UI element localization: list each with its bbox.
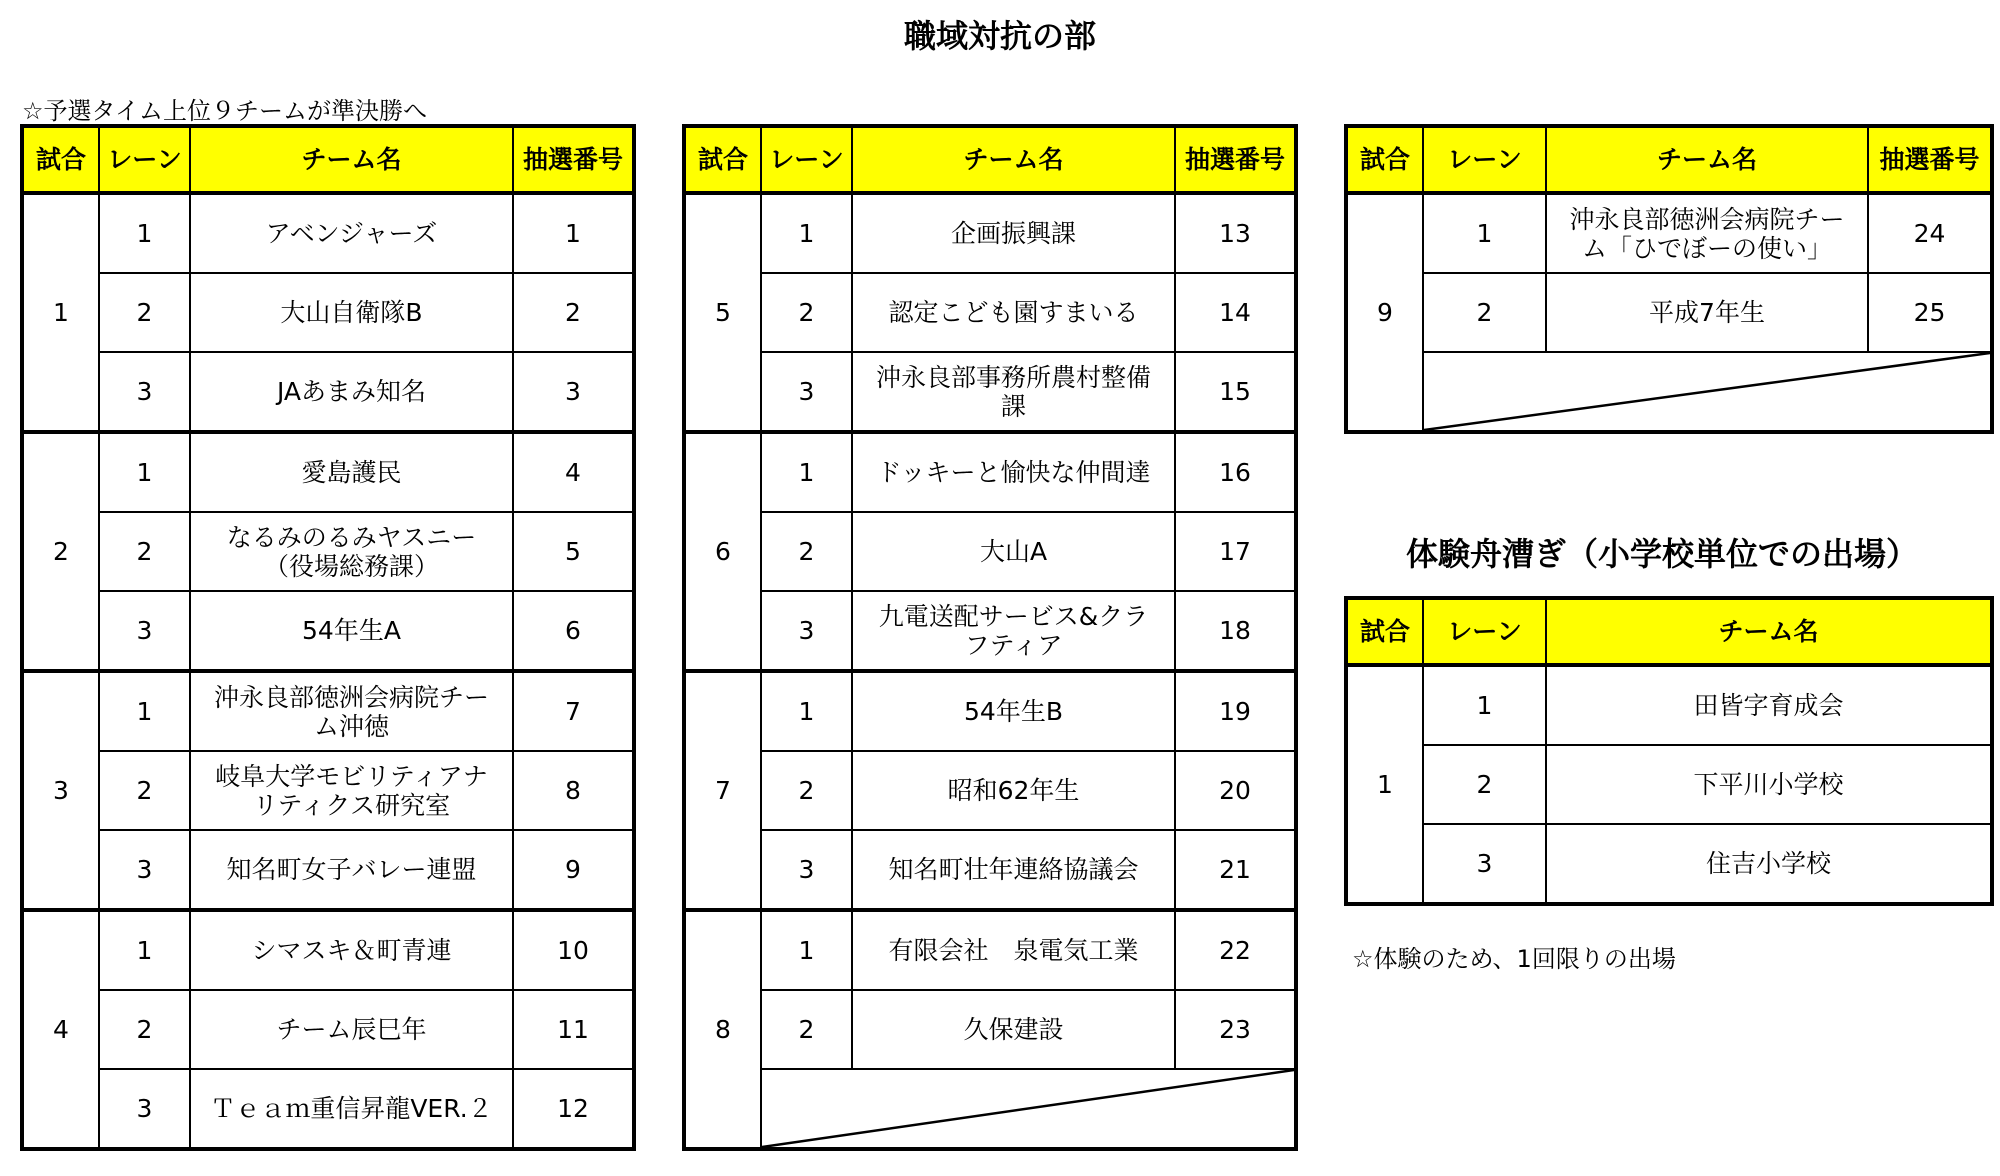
header-row <box>684 126 1296 193</box>
draw-cell: 22 <box>1175 910 1296 990</box>
draw-cell: 23 <box>1175 990 1296 1069</box>
match-number: 9 <box>1346 193 1423 432</box>
table-body <box>684 193 1296 1149</box>
draw-cell: 3 <box>513 352 634 432</box>
lane-cell: 3 <box>761 591 852 671</box>
table-row <box>22 591 634 671</box>
lane-cell: 3 <box>99 830 190 910</box>
table-row <box>684 910 1296 990</box>
draw-cell: 16 <box>1175 432 1296 512</box>
table-row <box>684 193 1296 273</box>
experience-title: 体験舟漕ぎ（小学校単位での出場） <box>1406 535 1919 573</box>
lane-cell: 3 <box>761 830 852 910</box>
header-lane: レーン <box>1423 598 1546 665</box>
header-team: チーム名 <box>190 126 513 193</box>
lane-cell: 1 <box>1423 193 1546 273</box>
team-cell: Ｔｅａｍ重信昇龍VER.２ <box>190 1069 513 1149</box>
draw-cell: 18 <box>1175 591 1296 671</box>
table-row <box>1346 352 1992 432</box>
draw-cell: 14 <box>1175 273 1296 352</box>
team-cell: 知名町女子バレー連盟 <box>190 830 513 910</box>
team-cell: シマスキ＆町青連 <box>190 910 513 990</box>
table-row <box>22 990 634 1069</box>
team-cell: アベンジャーズ <box>190 193 513 273</box>
team-cell: 沖永良部徳洲会病院チー ム沖徳 <box>190 671 513 751</box>
lane-cell: 1 <box>1423 665 1546 745</box>
header-team: チーム名 <box>1546 126 1868 193</box>
lane-cell: 2 <box>761 273 852 352</box>
table-match-9 <box>1344 124 1994 434</box>
match-number: 7 <box>684 671 761 910</box>
lane-cell: 3 <box>99 352 190 432</box>
table-row <box>1346 745 1992 824</box>
header-lane: レーン <box>99 126 190 193</box>
team-cell: 認定こども園すまいる <box>852 273 1175 352</box>
draw-cell: 4 <box>513 432 634 512</box>
lane-cell: 2 <box>1423 745 1546 824</box>
draw-cell: 12 <box>513 1069 634 1149</box>
empty-slot-slash <box>761 1069 1296 1149</box>
table-row <box>684 432 1296 512</box>
table-row <box>22 273 634 352</box>
table-row <box>22 830 634 910</box>
team-cell: チーム辰巳年 <box>190 990 513 1069</box>
table-matches-5-8 <box>682 124 1298 1151</box>
header-lane: レーン <box>1423 126 1546 193</box>
lane-cell: 2 <box>99 751 190 830</box>
match-number: 1 <box>1346 665 1423 904</box>
team-cell: ドッキーと愉快な仲間達 <box>852 432 1175 512</box>
team-cell: 下平川小学校 <box>1546 745 1992 824</box>
experience-note: ☆体験のため、1回限りの出場 <box>1352 945 1676 973</box>
table-row <box>1346 273 1992 352</box>
draw-cell: 2 <box>513 273 634 352</box>
lane-cell: 1 <box>761 193 852 273</box>
lane-cell: 1 <box>99 671 190 751</box>
table-matches-1-4 <box>20 124 636 1151</box>
team-cell: 企画振興課 <box>852 193 1175 273</box>
team-cell: 大山A <box>852 512 1175 591</box>
lane-cell: 3 <box>99 591 190 671</box>
draw-cell: 8 <box>513 751 634 830</box>
draw-cell: 24 <box>1868 193 1992 273</box>
table-row <box>22 193 634 273</box>
table-row <box>684 751 1296 830</box>
team-cell: なるみのるみヤスニー （役場総務課） <box>190 512 513 591</box>
table-row <box>684 512 1296 591</box>
team-cell: 昭和62年生 <box>852 751 1175 830</box>
experience-body <box>1346 665 1992 904</box>
draw-cell: 21 <box>1175 830 1296 910</box>
header-team: チーム名 <box>852 126 1175 193</box>
team-cell: 久保建設 <box>852 990 1175 1069</box>
table-row <box>684 352 1296 432</box>
table-row <box>684 273 1296 352</box>
team-cell: 沖永良部徳洲会病院チー ム「ひでぼーの使い」 <box>1546 193 1868 273</box>
draw-cell: 17 <box>1175 512 1296 591</box>
lane-cell: 2 <box>1423 273 1546 352</box>
table-row <box>22 352 634 432</box>
header-match: 試合 <box>1346 598 1423 665</box>
team-cell: 住吉小学校 <box>1546 824 1992 904</box>
lane-cell: 1 <box>761 671 852 751</box>
team-cell: 平成7年生 <box>1546 273 1868 352</box>
table-row <box>22 432 634 512</box>
header-row <box>1346 126 1992 193</box>
header-draw: 抽選番号 <box>513 126 634 193</box>
header-lane: レーン <box>761 126 852 193</box>
lane-cell: 3 <box>1423 824 1546 904</box>
draw-cell: 6 <box>513 591 634 671</box>
match-number: 2 <box>22 432 99 671</box>
team-cell: JAあまみ知名 <box>190 352 513 432</box>
team-cell: 有限会社 泉電気工業 <box>852 910 1175 990</box>
lane-cell: 2 <box>761 512 852 591</box>
table-row <box>22 671 634 751</box>
draw-cell: 9 <box>513 830 634 910</box>
team-cell: 54年生A <box>190 591 513 671</box>
draw-cell: 10 <box>513 910 634 990</box>
header-draw: 抽選番号 <box>1868 126 1992 193</box>
table-experience <box>1344 596 1994 906</box>
header-match: 試合 <box>22 126 99 193</box>
qualifier-note: ☆予選タイム上位９チームが準決勝へ <box>22 97 428 125</box>
table-row <box>22 512 634 591</box>
draw-cell: 13 <box>1175 193 1296 273</box>
draw-cell: 11 <box>513 990 634 1069</box>
draw-cell: 15 <box>1175 352 1296 432</box>
lane-cell: 2 <box>99 273 190 352</box>
diagonal-line <box>1424 353 1990 430</box>
lane-cell: 1 <box>99 193 190 273</box>
lane-cell: 2 <box>761 990 852 1069</box>
draw-cell: 20 <box>1175 751 1296 830</box>
table-body <box>1346 193 1992 432</box>
header-row <box>1346 598 1992 665</box>
draw-cell: 19 <box>1175 671 1296 751</box>
table-row <box>684 671 1296 751</box>
table-row <box>1346 665 1992 745</box>
table-body <box>22 193 634 1149</box>
match-number: 6 <box>684 432 761 671</box>
team-cell: 岐阜大学モビリティアナ リティクス研究室 <box>190 751 513 830</box>
diagonal-line <box>762 1070 1294 1147</box>
draw-cell: 5 <box>513 512 634 591</box>
team-cell: 九電送配サービス&クラ フティア <box>852 591 1175 671</box>
lane-cell: 1 <box>761 910 852 990</box>
lane-cell: 1 <box>99 432 190 512</box>
team-cell: 大山自衛隊B <box>190 273 513 352</box>
table-row <box>22 1069 634 1149</box>
draw-cell: 7 <box>513 671 634 751</box>
team-cell: 沖永良部事務所農村整備 課 <box>852 352 1175 432</box>
header-draw: 抽選番号 <box>1175 126 1296 193</box>
team-cell: 54年生B <box>852 671 1175 751</box>
table-row <box>684 830 1296 910</box>
match-number: 3 <box>22 671 99 910</box>
table-row <box>684 591 1296 671</box>
header-team: チーム名 <box>1546 598 1992 665</box>
team-cell: 田皆字育成会 <box>1546 665 1992 745</box>
lane-cell: 2 <box>99 990 190 1069</box>
match-number: 8 <box>684 910 761 1149</box>
table-row <box>22 751 634 830</box>
draw-cell: 1 <box>513 193 634 273</box>
lane-cell: 2 <box>99 512 190 591</box>
lane-cell: 3 <box>761 352 852 432</box>
match-number: 5 <box>684 193 761 432</box>
match-number: 1 <box>22 193 99 432</box>
empty-slot-slash <box>1423 352 1992 432</box>
lane-cell: 1 <box>761 432 852 512</box>
lane-cell: 2 <box>761 751 852 830</box>
team-cell: 知名町壮年連絡協議会 <box>852 830 1175 910</box>
header-match: 試合 <box>1346 126 1423 193</box>
header-row <box>22 126 634 193</box>
page-title: 職域対抗の部 <box>903 17 1096 55</box>
team-cell: 愛島護民 <box>190 432 513 512</box>
table-row <box>684 1069 1296 1149</box>
draw-cell: 25 <box>1868 273 1992 352</box>
header-match: 試合 <box>684 126 761 193</box>
lane-cell: 3 <box>99 1069 190 1149</box>
table-row <box>1346 193 1992 273</box>
lane-cell: 1 <box>99 910 190 990</box>
table-row <box>1346 824 1992 904</box>
match-number: 4 <box>22 910 99 1149</box>
table-row <box>22 910 634 990</box>
table-row <box>684 990 1296 1069</box>
